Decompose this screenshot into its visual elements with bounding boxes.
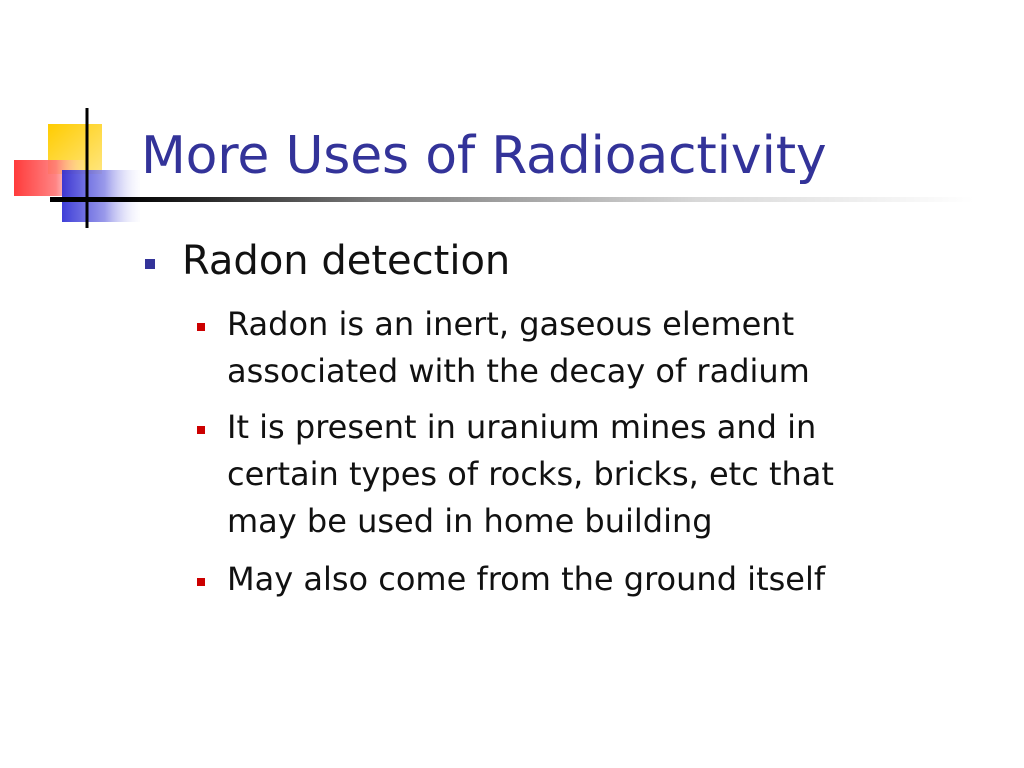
text-line: certain types of rocks, bricks, etc that	[227, 455, 834, 493]
text-line: may be used in home building	[227, 502, 713, 540]
slide-title: More Uses of Radioactivity	[141, 126, 827, 186]
square-bullet-icon	[145, 259, 155, 269]
square-bullet-icon	[197, 323, 205, 331]
bullet-text: Radon detection	[182, 238, 511, 284]
subbullet-text	[227, 301, 810, 395]
text-line: It is present in uranium mines and in	[227, 408, 817, 446]
text-line: associated with the decay of radium	[227, 352, 810, 390]
text-line: May also come from the ground itself	[227, 560, 826, 598]
square-bullet-icon	[197, 578, 205, 586]
subbullet-text	[227, 556, 825, 603]
square-bullet-icon	[197, 426, 205, 434]
subbullet-text	[227, 404, 834, 545]
text-line: Radon is an inert, gaseous element	[227, 305, 795, 343]
